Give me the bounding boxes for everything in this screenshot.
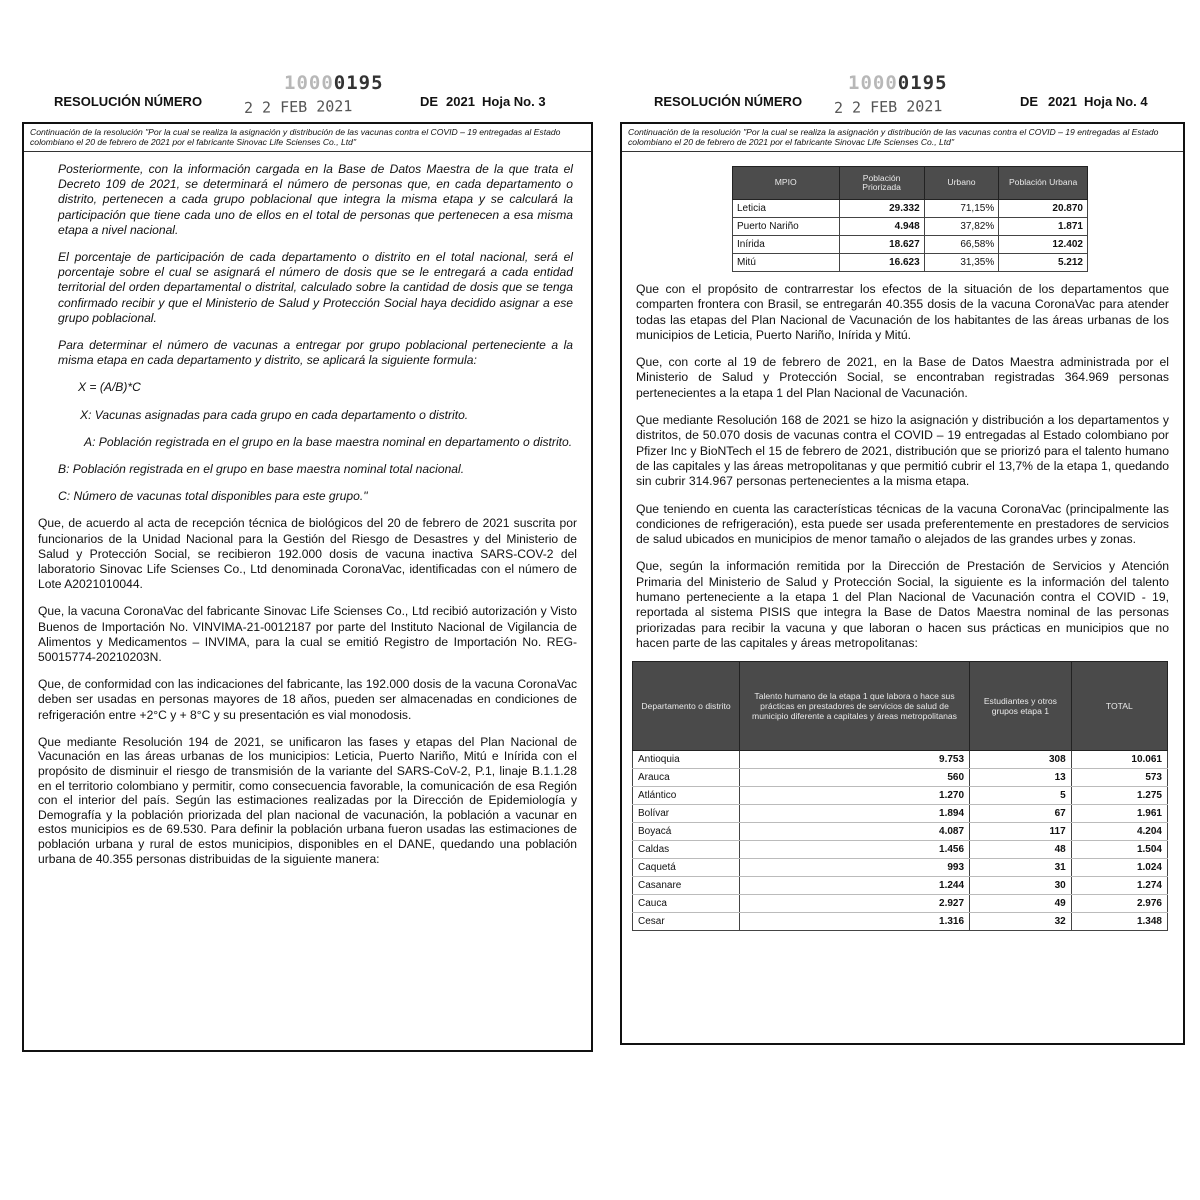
- table-cell: 560: [740, 769, 970, 787]
- column-header: TOTAL: [1071, 662, 1167, 751]
- table-cell: 49: [970, 895, 1072, 913]
- formula-definition-c: C: Número de vacunas total disponibles para este grupo.": [58, 489, 368, 504]
- table-header-row: [733, 167, 1088, 200]
- table-cell: 573: [1071, 769, 1167, 787]
- resolution-number-stamp: 10000195: [284, 72, 384, 94]
- table-cell: 2.927: [740, 895, 970, 913]
- table-cell: Bolívar: [633, 805, 740, 823]
- table-cell: Inírida: [733, 236, 840, 254]
- table-cell: Cauca: [633, 895, 740, 913]
- table-cell: 1.275: [1071, 787, 1167, 805]
- table-row: [633, 805, 1168, 823]
- table-cell: 1.456: [740, 841, 970, 859]
- table-row: [733, 218, 1088, 236]
- table-cell: Caquetá: [633, 859, 740, 877]
- table-cell: 10.061: [1071, 751, 1167, 769]
- table-row: [633, 751, 1168, 769]
- table-row: [633, 823, 1168, 841]
- de-label: DE: [1020, 94, 1039, 109]
- date-stamp: 2 2 FEB 2021: [833, 97, 943, 117]
- table-cell: 2.976: [1071, 895, 1167, 913]
- table-row: [633, 841, 1168, 859]
- urban-population-table: [732, 166, 1088, 272]
- table-cell: Arauca: [633, 769, 740, 787]
- talent-distribution-table: [632, 661, 1168, 931]
- table-cell: 16.623: [839, 254, 924, 272]
- formula-definition-b: B: Población registrada en el grupo en base maestra nominal total nacional.: [58, 462, 465, 477]
- table-cell: 1.024: [1071, 859, 1167, 877]
- paragraph: Que, de conformidad con las indicaciones del fabricante, las 192.000 dosis de la vacuna CoronaVac deben ser usadas en personas mayores de 18 años, pueden ser almacenadas en condiciones de refrigeración entre +2°C y + 8°C y su presentación es vial monodosis.: [38, 677, 577, 722]
- column-header: MPIO: [733, 167, 840, 200]
- resolucion-label: RESOLUCIÓN NÚMERO: [654, 94, 803, 109]
- document-page-4: [620, 60, 1185, 1045]
- table-cell: 1.348: [1071, 913, 1167, 931]
- formula-definition-x: X: Vacunas asignadas para cada grupo en cada departamento o distrito.: [80, 407, 469, 422]
- table-cell: 67: [970, 805, 1072, 823]
- table-cell: 1.894: [740, 805, 970, 823]
- table-cell: Caldas: [633, 841, 740, 859]
- table-cell: 1.504: [1071, 841, 1167, 859]
- date-stamp: 2 2 FEB 2021: [243, 97, 353, 117]
- table-cell: 1.871: [999, 218, 1088, 236]
- column-header: Población Priorizada: [839, 167, 924, 200]
- table-cell: 1.274: [1071, 877, 1167, 895]
- paragraph: Que, de acuerdo al acta de recepción técnica de biológicos del 20 de febrero de 2021 suscrita por funcionarios de la Unidad Nacional para la Gestión del Riesgo de Desastres y del Ministerio de Salud y Protección Social, se recibieron 192.000 dosis de vacuna inactiva SARS-COV-2 del laboratorio Sinovac Life Scienses Co., Ltd denominada CoronaVac, identificadas con el número de Lote A2021010044.: [38, 516, 577, 592]
- column-header: Departamento o distrito: [633, 662, 740, 751]
- table-cell: Antioquia: [633, 751, 740, 769]
- continuation-note: Continuación de la resolución "Por la cual se realiza la asignación y distribución de las vacunas contra el COVID – 19 entregadas al Estado colombiano el 20 de febrero de 2021 por el fabricante Sinovac Life Scienses Co., Ltd": [622, 124, 1183, 152]
- paragraph: Que teniendo en cuenta las características técnicas de la vacuna CoronaVac (principalmente las condiciones de refrigeración), esta puede ser usada preferentemente en prestadores de servicios de salud ubicados en municipios de menor tamaño o alejados de las grandes urbes y zonas.: [636, 501, 1169, 547]
- table-cell: 5.212: [999, 254, 1088, 272]
- table-row: [633, 787, 1168, 805]
- paragraph: Que, según la información remitida por la Dirección de Prestación de Servicios y Atención Primaria del Ministerio de Salud y Protección Social, la siguiente es la información del talento humano perteneciente a la etapa 1 del Plan Nacional de Vacunación contra el COVID - 19, reportada al sistema PISIS que integra la Base de Datos Maestra nominal de las personas priorizadas para recibir la vacuna y que laboran o hacen sus prácticas en municipios que no hacen parte de las capitales y áreas metropolitanas:: [636, 559, 1169, 650]
- table-cell: Atlántico: [633, 787, 740, 805]
- page-body: [24, 152, 591, 866]
- formula: X = (A/B)*C: [78, 380, 141, 395]
- table-cell: Puerto Nariño: [733, 218, 840, 236]
- paragraph: Que mediante Resolución 168 de 2021 se hizo la asignación y distribución a los departamentos y distritos, de 50.070 dosis de vacunas contra el COVID – 19 entregadas al Estado colombiano por Pfizer Inc y BioNTech el 15 de febrero de 2021, distribución que se priorizó para el talento humano de las capitales y las áreas metropolitanas y que permitió cubrir el 13,7% de la etapa 1, quedando sin cubrir 314.967 personas pertenecientes a la misma etapa.: [636, 413, 1169, 489]
- table-row: [633, 877, 1168, 895]
- table-cell: 66,58%: [924, 236, 999, 254]
- formula-definition-a: A: Población registrada en el grupo en la base maestra nominal en departamento o distrito.: [84, 434, 573, 449]
- table-cell: Leticia: [733, 200, 840, 218]
- page-header: [22, 94, 593, 114]
- paragraph: El porcentaje de participación de cada departamento o distrito en el total nacional, será el porcentaje sobre el cual se asignará el número de dosis que se le entregará a cada entidad territorial del orden departamental o distrital, calculado sobre la cantidad de dosis que se tenga confirmado recibir y que el Ministerio de Salud y Protección Social haya decidido asignar a ese grupo poblacional.: [58, 250, 573, 325]
- table-row: [733, 236, 1088, 254]
- table-header-row: [633, 662, 1168, 751]
- year-label: 2021: [446, 94, 475, 109]
- table-row: [633, 913, 1168, 931]
- table-cell: Mitú: [733, 254, 840, 272]
- table-cell: 4.948: [839, 218, 924, 236]
- table-cell: 12.402: [999, 236, 1088, 254]
- paragraph: Que, la vacuna CoronaVac del fabricante Sinovac Life Scienses Co., Ltd recibió autorización y Visto Buenos de Importación No. VINVIMA-21-0012187 por parte del Instituto Nacional de Vigilancia de Alimentos y Medicamentos – INVIMA, para la cual se emitió Registro de Importación No. REG-50015774-20210203N.: [38, 604, 577, 665]
- table-cell: 32: [970, 913, 1072, 931]
- table-cell: 4.204: [1071, 823, 1167, 841]
- table-cell: 20.870: [999, 200, 1088, 218]
- document-page-3: [22, 60, 593, 1052]
- table-cell: 31,35%: [924, 254, 999, 272]
- table-cell: 1.270: [740, 787, 970, 805]
- page-frame: [22, 122, 593, 1052]
- table-cell: Casanare: [633, 877, 740, 895]
- table-cell: 9.753: [740, 751, 970, 769]
- table-cell: 1.961: [1071, 805, 1167, 823]
- column-header: Urbano: [924, 167, 999, 200]
- resolution-number-stamp: 10000195: [848, 72, 948, 94]
- table-row: [633, 859, 1168, 877]
- page-body: [622, 278, 1183, 651]
- column-header: Estudiantes y otros grupos etapa 1: [970, 662, 1072, 751]
- hoja-label: Hoja No. 4: [1084, 94, 1148, 109]
- table-row: [733, 200, 1088, 218]
- paragraph: Que, con corte al 19 de febrero de 2021, en la Base de Datos Maestra administrada por el Ministerio de Salud y Protección Social, se encontraban registradas 364.969 personas pertenecientes a la etapa 1 del Plan Nacional de Vacunación.: [636, 355, 1169, 400]
- paragraph: Que con el propósito de contrarrestar los efectos de la situación de los departamentos que comparten frontera con Brasil, se entregarán 40.355 dosis de la vacuna CoronaVac para atender todas las etapas del Plan Nacional de Vacunación de los habitantes de las áreas urbanas de los municipios de Leticia, Puerto Nariño, Inírida y Mitú.: [636, 282, 1169, 342]
- table-cell: 29.332: [839, 200, 924, 218]
- table-cell: 13: [970, 769, 1072, 787]
- column-header: Talento humano de la etapa 1 que labora o hace sus prácticas en prestadores de servicios de salud de municipio diferente a capitales y áreas metropolitanas: [740, 662, 970, 751]
- resolucion-label: RESOLUCIÓN NÚMERO: [54, 94, 203, 109]
- table-cell: 71,15%: [924, 200, 999, 218]
- table-cell: 1.316: [740, 913, 970, 931]
- table-cell: 117: [970, 823, 1072, 841]
- table-cell: 37,82%: [924, 218, 999, 236]
- table-cell: 31: [970, 859, 1072, 877]
- de-label: DE: [420, 94, 439, 109]
- continuation-note: Continuación de la resolución "Por la cual se realiza la asignación y distribución de las vacunas contra el COVID – 19 entregadas al Estado colombiano el 20 de febrero de 2021 por el fabricante Sinovac Life Scienses Co., Ltd": [24, 124, 591, 152]
- table-cell: 18.627: [839, 236, 924, 254]
- table-cell: Cesar: [633, 913, 740, 931]
- table-cell: 48: [970, 841, 1072, 859]
- table-cell: 308: [970, 751, 1072, 769]
- table-cell: 4.087: [740, 823, 970, 841]
- table-cell: 5: [970, 787, 1072, 805]
- table-cell: 30: [970, 877, 1072, 895]
- table-row: [633, 769, 1168, 787]
- table-cell: 1.244: [740, 877, 970, 895]
- year-label: 2021: [1048, 94, 1077, 109]
- paragraph: Para determinar el número de vacunas a entregar por grupo poblacional perteneciente a la misma etapa en cada departamento y distrito, se aplicará la siguiente formula:: [58, 338, 573, 368]
- table-row: [733, 254, 1088, 272]
- paragraph: Que mediante Resolución 194 de 2021, se unificaron las fases y etapas del Plan Nacional de Vacunación en las áreas urbanas de los municipios: Leticia, Puerto Nariño, Mitú e Inírida con el propósito de disminuir el riesgo de transmisión de la variante del SARS-CoV-2, P.1, linaje B.1.1.28 en el territorio colombiano y permitir, como consecuencia favorable, la comunicación de esa Región con el interior del país. Según las estimaciones realizadas por la Dirección de Epidemiología y Demografía y la población priorizada del plan nacional de vacunación, la población a vacunar en estos municipios es de 69.530. Para definir la población urbana fueron usadas las estimaciones de población urbana y rural de estos municipios, disponibles en el DANE, quedando una población urbana de 40.355 personas distribuidas de la siguiente manera:: [38, 734, 577, 866]
- table-cell: 993: [740, 859, 970, 877]
- table-row: [633, 895, 1168, 913]
- paragraph: Posteriormente, con la información cargada en la Base de Datos Maestra de la que trata el Decreto 109 de 2021, se determinará el número de personas que, en cada departamento o distrito, pertenecen a cada grupo poblacional que integra la misma etapa y se calculará la participación que tiene cada uno de ellos en el total de personas que pertenecen a esa misma etapa a nivel nacional.: [58, 162, 573, 237]
- column-header: Población Urbana: [999, 167, 1088, 200]
- table-cell: Boyacá: [633, 823, 740, 841]
- page-frame: [620, 122, 1185, 1045]
- page-header: [620, 94, 1185, 114]
- hoja-label: Hoja No. 3: [482, 94, 546, 109]
